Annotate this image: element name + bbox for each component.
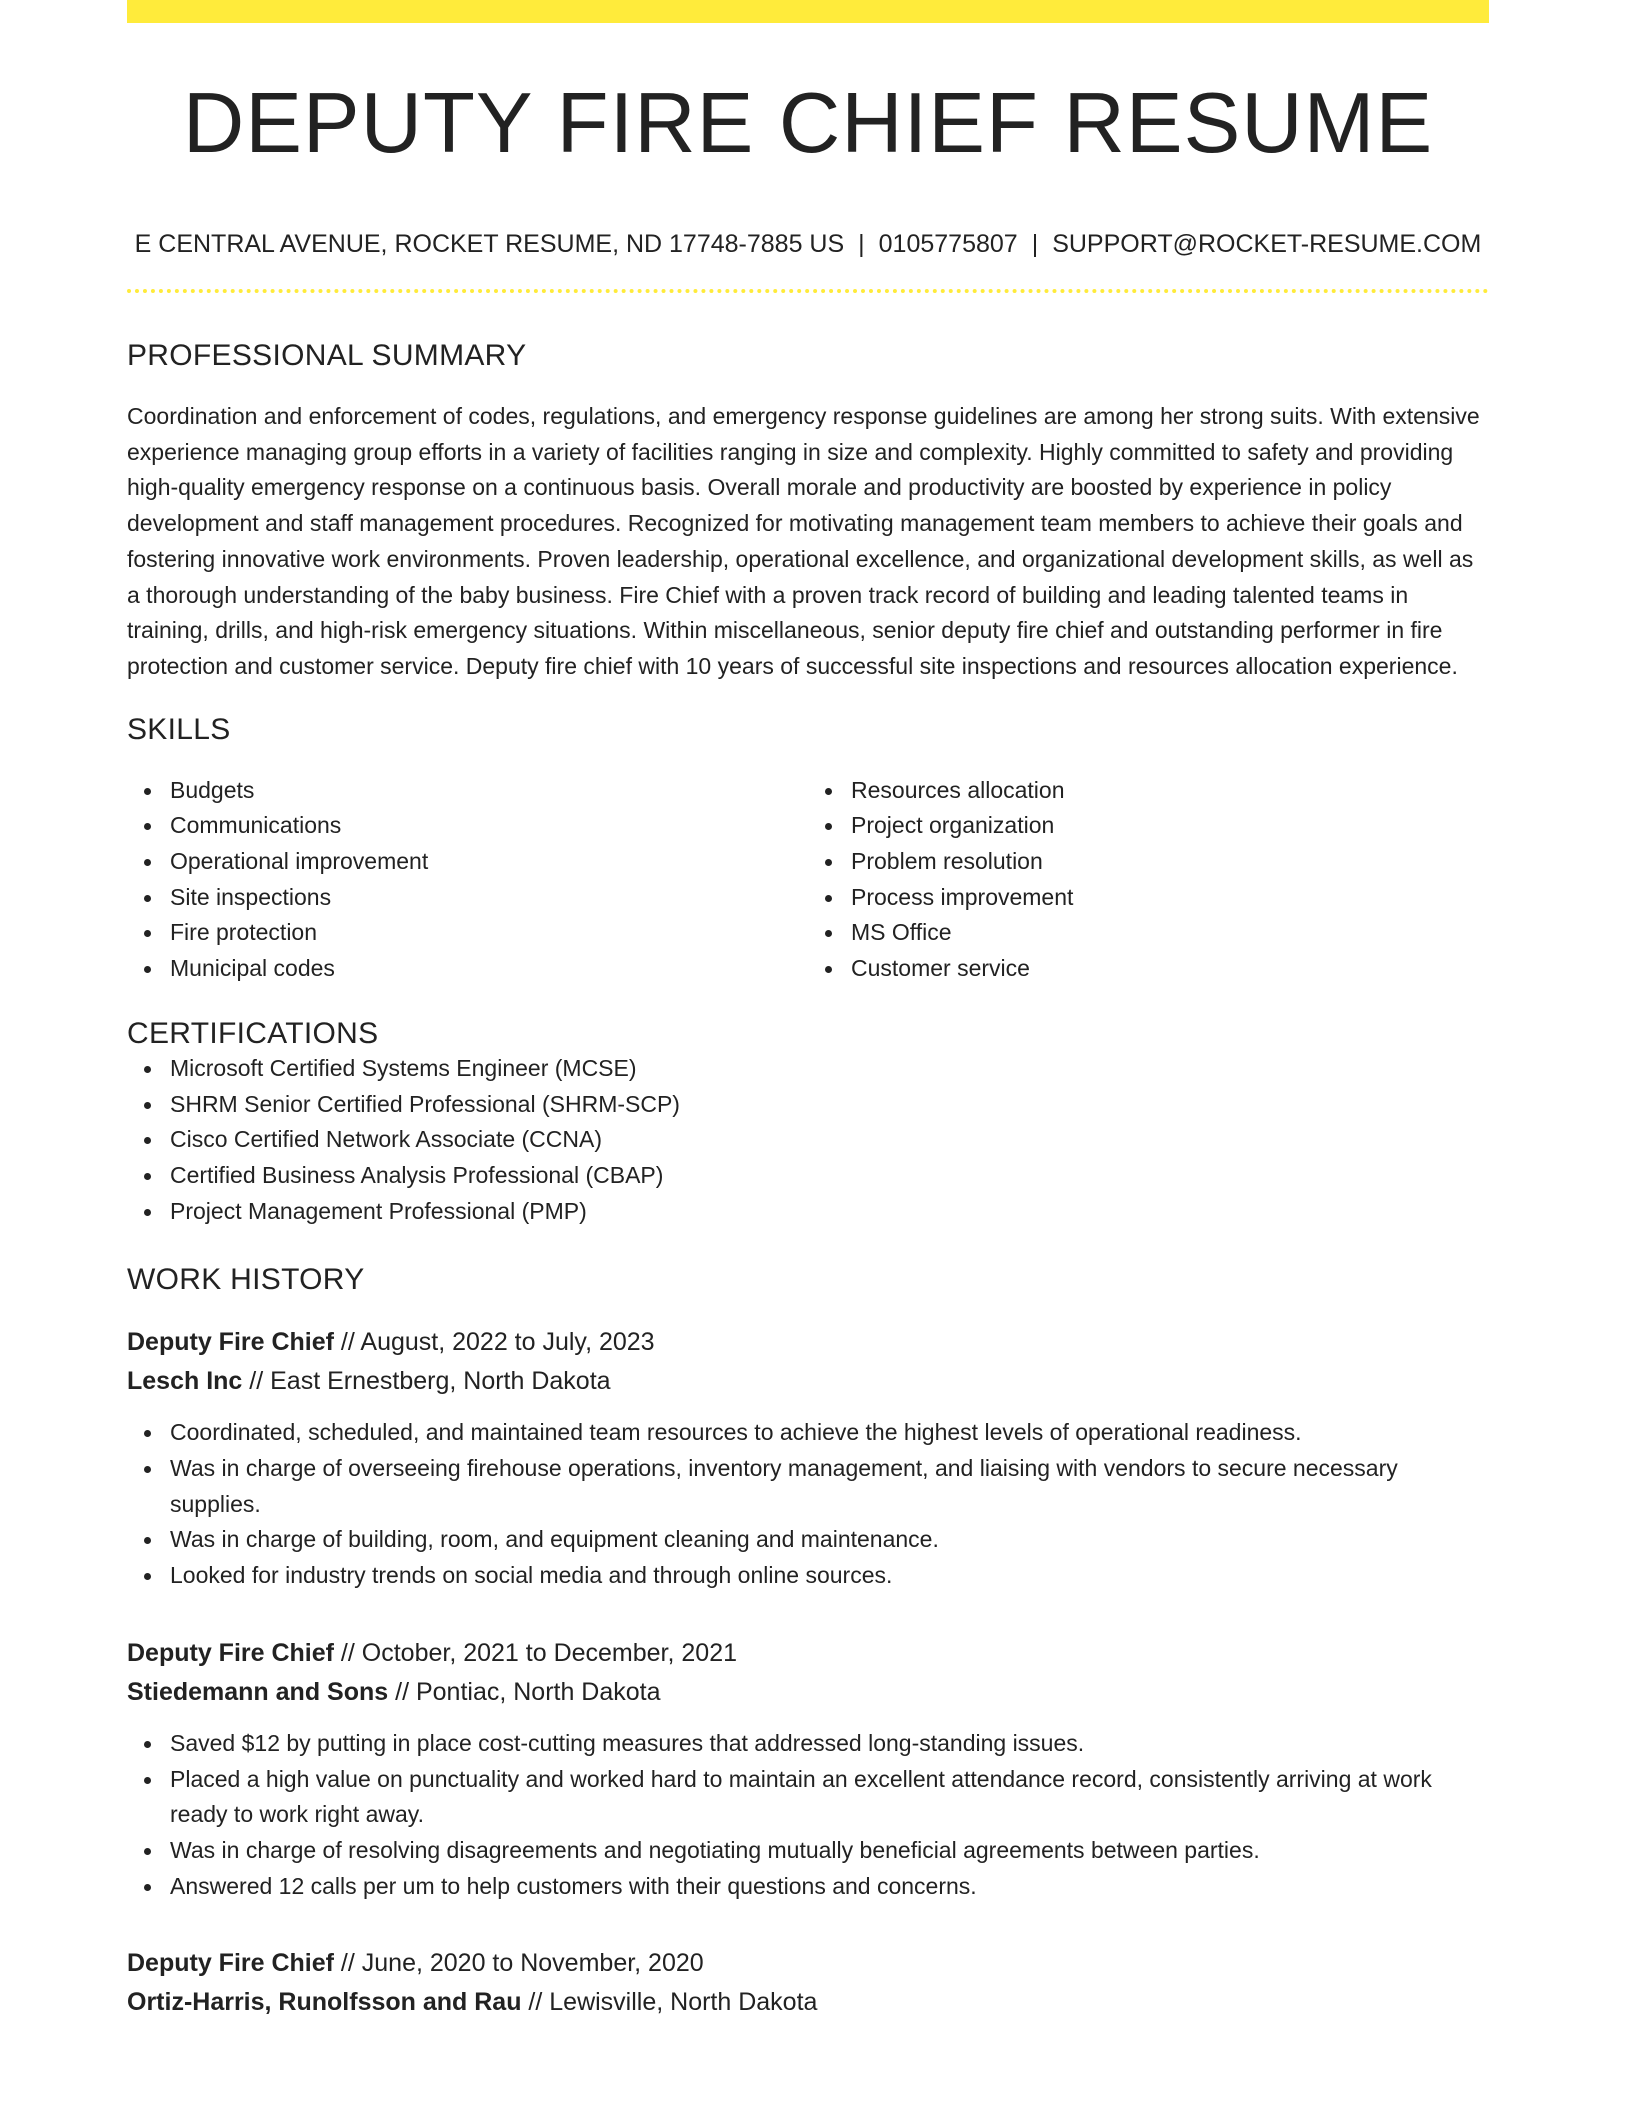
skill-item: Communications	[127, 808, 808, 844]
skill-item: Problem resolution	[808, 844, 1489, 880]
job-duty: Was in charge of resolving disagreements and negotiating mutually beneficial agreements between parties.	[127, 1833, 1489, 1869]
skills-columns	[127, 773, 1489, 987]
job-duty: Placed a high value on punctuality and worked hard to maintain an excellent attendance record, consistently arriving at work ready to work right away.	[127, 1762, 1489, 1833]
resume-page	[127, 0, 1489, 2022]
skill-item: Budgets	[127, 773, 808, 809]
job-duty: Looked for industry trends on social media and through online sources.	[127, 1558, 1489, 1594]
job-company: Lesch Inc	[127, 1367, 243, 1396]
certification-item: Project Management Professional (PMP)	[127, 1194, 1489, 1230]
skill-item: Customer service	[808, 951, 1489, 987]
skill-item: Project organization	[808, 808, 1489, 844]
job-dates: // June, 2020 to November, 2020	[333, 1949, 704, 1978]
skills-list-right	[808, 773, 1489, 987]
job-company-line	[127, 1673, 1489, 1712]
skill-item: Fire protection	[127, 915, 808, 951]
certifications-list	[127, 1051, 1489, 1230]
certification-item: Cisco Certified Network Associate (CCNA)	[127, 1122, 1489, 1158]
contact-separator: |	[858, 230, 865, 258]
job-company-line	[127, 1983, 1489, 2022]
job-title-line	[127, 1323, 1489, 1362]
accent-top-bar	[127, 0, 1489, 23]
summary-heading: PROFESSIONAL SUMMARY	[127, 339, 527, 372]
skills-heading: SKILLS	[127, 712, 231, 746]
job-dates: // August, 2022 to July, 2023	[333, 1328, 655, 1357]
certification-item: Certified Business Analysis Professional (CBAP)	[127, 1158, 1489, 1194]
skill-item: MS Office	[808, 915, 1489, 951]
job-title: Deputy Fire Chief	[127, 1328, 334, 1357]
job-location: // Pontiac, North Dakota	[388, 1677, 661, 1706]
certification-item: Microsoft Certified Systems Engineer (MCSE)	[127, 1051, 1489, 1087]
dotted-divider	[127, 289, 1489, 293]
skill-item: Operational improvement	[127, 844, 808, 880]
work-history-heading: WORK HISTORY	[127, 1263, 365, 1297]
job-entry	[127, 1944, 1489, 2022]
job-entry	[127, 1634, 1489, 1905]
contact-address: E CENTRAL AVENUE, ROCKET RESUME, ND 17748-7885 US	[134, 230, 845, 258]
job-location: // East Ernestberg, North Dakota	[242, 1367, 611, 1396]
job-title: Deputy Fire Chief	[127, 1638, 334, 1667]
resume-title: DEPUTY FIRE CHIEF RESUME	[182, 76, 1434, 171]
job-duty: Saved $12 by putting in place cost-cutting measures that addressed long-standing issues.	[127, 1726, 1489, 1762]
job-company-line	[127, 1362, 1489, 1401]
skills-list-left	[127, 773, 808, 987]
job-dates: // October, 2021 to December, 2021	[333, 1638, 738, 1667]
job-title: Deputy Fire Chief	[127, 1949, 334, 1978]
job-company: Ortiz-Harris, Runolfsson and Rau	[127, 1988, 522, 2017]
job-duty: Was in charge of overseeing firehouse operations, inventory management, and liaising with vendors to secure necessary supplies.	[127, 1451, 1489, 1522]
job-duties-list	[127, 1726, 1489, 1905]
skill-item: Process improvement	[808, 880, 1489, 916]
job-duties-list	[127, 1415, 1489, 1594]
job-company: Stiedemann and Sons	[127, 1677, 389, 1706]
certification-item: SHRM Senior Certified Professional (SHRM-SCP)	[127, 1087, 1489, 1123]
job-title-line	[127, 1944, 1489, 1983]
contact-separator: |	[1031, 230, 1039, 258]
skill-item: Municipal codes	[127, 951, 808, 987]
skill-item: Site inspections	[127, 880, 808, 916]
job-duty: Answered 12 calls per um to help customers with their questions and concerns.	[127, 1869, 1489, 1905]
job-entry	[127, 1323, 1489, 1594]
job-title-line	[127, 1634, 1489, 1673]
contact-phone[interactable]: 0105775807	[878, 230, 1018, 258]
certifications-heading: CERTIFICATIONS	[127, 1016, 379, 1050]
skill-item: Resources allocation	[808, 773, 1489, 809]
job-location: // Lewisville, North Dakota	[521, 1988, 818, 2017]
job-duty: Was in charge of building, room, and equipment cleaning and maintenance.	[127, 1522, 1489, 1558]
summary-text: Coordination and enforcement of codes, regulations, and emergency response guidelines are among her strong suits. With extensive experience managing group efforts in a variety of facilities ranging in size and complexity. Highly committed to safety and providing high-quality emergency response on a continuous basis. Overall morale and productivity are boosted by experience in policy development and staff management procedures. Recognized for motivating management team members to achieve their goals and fostering innovative work environments. Proven leadership, operational excellence, and organizational development skills, as well as a thorough understanding of the baby business. Fire Chief with a proven track record of building and leading talented teams in training, drills, and high-risk emergency situations. Within miscellaneous, senior deputy fire chief and outstanding performer in fire protection and customer service. Deputy fire chief with 10 years of successful site inspections and resources allocation experience.	[127, 403, 1480, 679]
job-duty: Coordinated, scheduled, and maintained team resources to achieve the highest levels of operational readiness.	[127, 1415, 1489, 1451]
contact-email[interactable]: SUPPORT@ROCKET-RESUME.COM	[1052, 230, 1482, 258]
contact-line	[127, 230, 1489, 259]
